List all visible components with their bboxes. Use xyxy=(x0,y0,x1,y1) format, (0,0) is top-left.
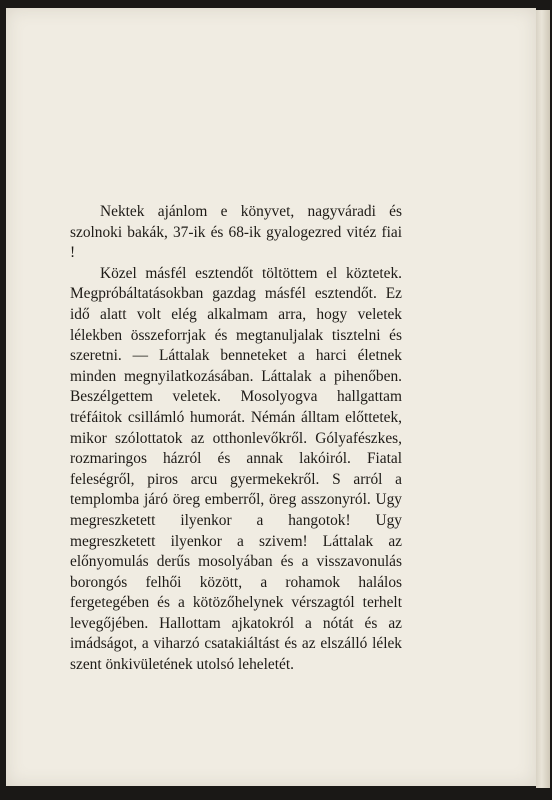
page-edge xyxy=(536,10,550,788)
paragraph-body: Közel másfél esztendőt töltöttem el köztetek. Megpróbáltatásokban gazdag másfél esztendőt. Ez idő alatt volt elég alkalmam arra, hogy veletek lélekben összeforrjak és megtanuljalak tisztelni és szeretni. — Láttalak benneteket a harci életnek minden megnyilatkozásában. Láttalak a pihenőben. Beszélgettem veletek. Mosolyogva hallgattam tréfáitok csillámló humorát. Némán álltam előttetek, mikor szólottatok az otthonlevőkről. Gólyafészkes, rozmaringos házról és annak lakóiról. Fiatal feleségről, piros arcu gyermekekről. S arról a templomba járó öreg emberről, öreg asszonyról. Ugy megreszketett ilyenkor a hangotok! Ugy megreszketett ilyenkor a szivem! Láttalak az előnyomulás derűs mosolyában és a visszavonulás borongós felhői között, a rohamok halálos fergetegében és a kötözőhelynek vérszagtól terhelt levegőjében. Hallottam ajkatokról a nótát és az imádságot, a viharzó csatakiáltást és az elszálló lélek szent önkivületének utolsó leheletét. xyxy=(70,264,402,674)
book-page xyxy=(6,8,536,786)
paragraph-dedication: Nektek ajánlom e könyvet, nagyváradi és szolnoki bakák, 37-ik és 68-ik gyalogezred vitéz fiai ! xyxy=(70,203,402,262)
dedication-text xyxy=(70,202,402,676)
